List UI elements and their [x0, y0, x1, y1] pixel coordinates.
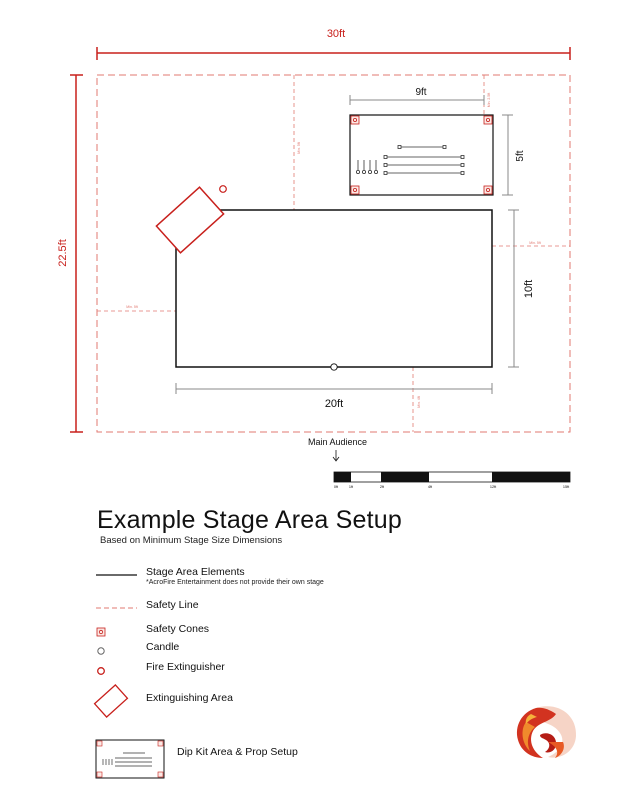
legend-safety-cones-label: Safety Cones — [146, 623, 210, 635]
scale-tick-3: 4ft — [427, 485, 433, 489]
legend-fire-extinguisher-icon — [98, 668, 105, 675]
scale-tick-5: 15ft — [562, 485, 570, 489]
dip-kit-depth-label: 5ft — [515, 150, 526, 162]
legend-stage-elements-label: Stage Area Elements — [146, 566, 245, 578]
stage-width-dimension — [176, 383, 492, 410]
dip-kit-depth-dimension — [502, 115, 526, 195]
min-2ft-label: Min. 2.5ft — [487, 92, 491, 108]
legend-dip-kit-label: Dip Kit Area & Prop Setup — [177, 746, 298, 758]
min-5ft-label-top: Min. 5ft — [297, 142, 301, 154]
scale-bar — [334, 472, 570, 482]
legend-dip-kit-icon — [96, 740, 164, 778]
stage-width-label: 20ft — [324, 398, 344, 410]
min-4ft-label: Min. 4ft — [417, 396, 421, 408]
overall-depth-dimension — [57, 75, 83, 432]
main-stage — [176, 210, 492, 367]
scale-tick-0: 0ft — [333, 485, 339, 489]
legend-safety-line-label: Safety Line — [146, 599, 199, 611]
audience-label: Main Audience — [308, 437, 368, 447]
overall-width-label: 30ft — [326, 28, 346, 40]
legend-fire-extinguisher-label: Fire Extinguisher — [146, 661, 225, 673]
legend-extinguishing-area-label: Extinguishing Area — [146, 692, 233, 704]
scale-tick-1: 1ft — [348, 485, 354, 489]
page-title: Example Stage Area Setup — [97, 506, 402, 534]
min-5ft-label-left: Min. 5ft — [126, 305, 138, 309]
audience-arrow — [333, 450, 339, 461]
fire-extinguisher-marker — [220, 186, 227, 193]
acrofire-logo — [517, 706, 576, 758]
scale-ticks — [334, 485, 570, 489]
overall-width-dimension — [97, 28, 570, 60]
dip-kit-area — [350, 115, 493, 195]
legend-extinguishing-area-icon — [95, 685, 128, 717]
candle-marker — [331, 364, 337, 370]
min-5ft-label-right: Min. 5ft — [529, 241, 541, 245]
legend-stage-note: *AcroFire Entertainment does not provide their own stage — [146, 579, 324, 586]
dip-kit-width-label: 9ft — [415, 87, 427, 98]
overall-depth-label: 22.5ft — [57, 239, 69, 267]
legend-candle-label: Candle — [146, 641, 180, 653]
legend-safety-cone-icon — [97, 628, 105, 636]
legend-candle-icon — [98, 648, 104, 654]
stage-depth-label: 10ft — [523, 279, 535, 299]
stage-depth-dimension — [508, 210, 535, 367]
scale-tick-4: 12ft — [489, 485, 497, 489]
scale-tick-2: 2ft — [379, 485, 385, 489]
page-subtitle: Based on Minimum Stage Size Dimensions — [100, 535, 283, 546]
dip-kit-width-dimension — [350, 87, 484, 105]
